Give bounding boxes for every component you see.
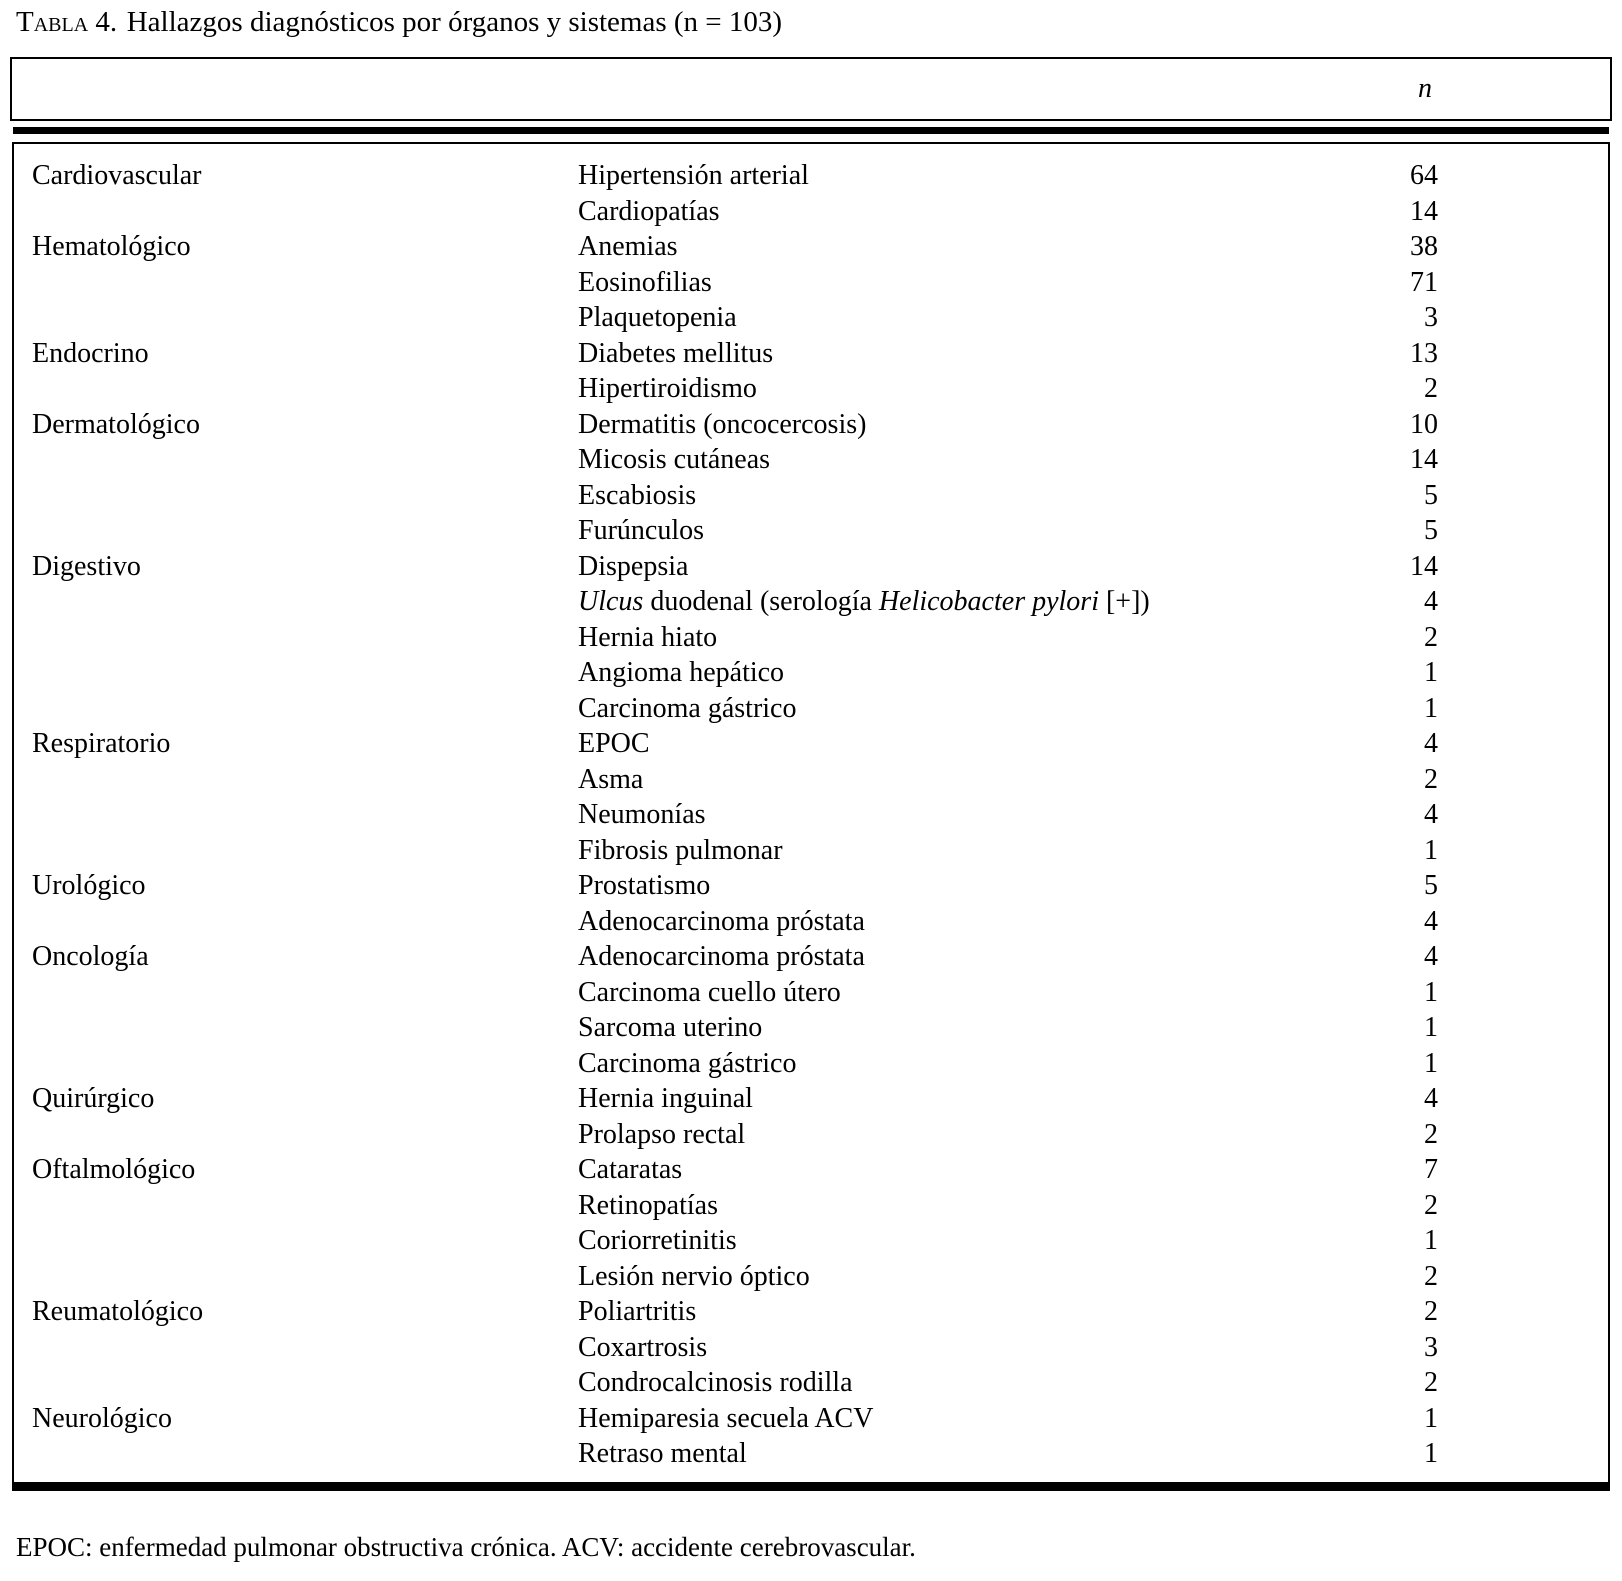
row-diagnosis: Condrocalcinosis rodilla — [578, 1367, 853, 1398]
row-diagnosis: Hemiparesia secuela ACV — [578, 1402, 874, 1434]
row-diagnosis: Anemias — [578, 231, 678, 262]
row-count: 5 — [1424, 870, 1438, 901]
table-row — [14, 1152, 1608, 1188]
table-row — [14, 1294, 1608, 1330]
row-diagnosis: Escabiosis — [578, 479, 697, 511]
row-count: 1 — [1424, 1225, 1438, 1256]
row-count: 3 — [1424, 302, 1438, 333]
row-count: 2 — [1424, 621, 1438, 653]
table-row — [14, 691, 1608, 727]
row-system: Quirúrgico — [32, 1083, 155, 1114]
table-row — [14, 833, 1608, 869]
row-diagnosis: Neumonías — [578, 799, 706, 830]
row-system — [32, 975, 578, 1011]
row-system: Hematológico — [32, 231, 191, 262]
row-count: 2 — [1424, 373, 1438, 404]
table-row — [14, 478, 1608, 514]
row-system: Respiratorio — [32, 728, 171, 759]
row-diagnosis: Carcinoma cuello útero — [578, 976, 841, 1008]
row-diagnosis: Diabetes mellitus — [578, 337, 774, 369]
row-diagnosis: Ulcus duodenal (serología Helicobacter pylori [+]) — [578, 586, 1150, 617]
table-row — [14, 797, 1608, 833]
row-diagnosis: Asma — [578, 763, 644, 795]
row-count: 1 — [1424, 1438, 1438, 1469]
row-count: 3 — [1424, 1331, 1438, 1363]
table-row — [14, 1010, 1608, 1046]
table-row — [14, 194, 1608, 230]
table-rows — [14, 158, 1608, 1472]
table-title — [16, 6, 782, 39]
table-row — [14, 1365, 1608, 1401]
table-row — [14, 1081, 1608, 1117]
row-diagnosis: Carcinoma gástrico — [578, 692, 797, 724]
row-count: 5 — [1424, 515, 1438, 546]
row-count: 4 — [1424, 905, 1438, 937]
row-system — [32, 478, 578, 514]
row-diagnosis: Hernia inguinal — [578, 1083, 753, 1114]
row-count: 5 — [1424, 479, 1438, 511]
row-system — [32, 655, 578, 691]
table-row — [14, 620, 1608, 656]
row-diagnosis: Dermatitis (oncocercosis) — [578, 408, 867, 440]
row-diagnosis: Dispepsia — [578, 550, 689, 582]
table-row — [14, 549, 1608, 585]
row-count: 1 — [1424, 976, 1438, 1008]
table-row — [14, 868, 1608, 904]
table-row — [14, 1330, 1608, 1366]
table-row — [14, 1188, 1608, 1224]
row-system — [32, 442, 578, 478]
row-system: Reumatológico — [32, 1296, 204, 1327]
table-row — [14, 904, 1608, 940]
table-row — [14, 265, 1608, 301]
table-row — [14, 1259, 1608, 1295]
table-row — [14, 407, 1608, 443]
row-count: 2 — [1424, 1260, 1438, 1292]
row-diagnosis: Retraso mental — [578, 1438, 747, 1469]
row-diagnosis: Cataratas — [578, 1154, 683, 1185]
row-diagnosis: Hipertensión arterial — [578, 160, 809, 191]
row-count: 1 — [1424, 834, 1438, 866]
row-count: 14 — [1410, 444, 1438, 475]
row-diagnosis: Coxartrosis — [578, 1331, 708, 1363]
row-system: Urológico — [32, 870, 146, 901]
table-row — [14, 158, 1608, 194]
row-diagnosis: Lesión nervio óptico — [578, 1260, 810, 1292]
row-diagnosis: EPOC — [578, 728, 650, 759]
row-count: 10 — [1410, 408, 1438, 440]
row-system — [32, 762, 578, 798]
row-system — [32, 1046, 578, 1082]
row-diagnosis: Hipertiroidismo — [578, 373, 757, 404]
row-diagnosis: Angioma hepático — [578, 657, 785, 688]
row-diagnosis: Furúnculos — [578, 515, 704, 546]
row-system — [32, 620, 578, 656]
row-system: Oftalmológico — [32, 1154, 196, 1185]
table-row — [14, 762, 1608, 798]
table-caption: Hallazgos diagnósticos por órganos y sistemas (n = 103) — [126, 6, 783, 38]
row-system — [32, 1188, 578, 1224]
row-system: Neurológico — [32, 1402, 172, 1434]
row-diagnosis: Prostatismo — [578, 870, 711, 901]
row-diagnosis: Poliartritis — [578, 1296, 697, 1327]
row-system — [32, 265, 578, 301]
row-system — [32, 1436, 578, 1472]
row-count: 2 — [1424, 1367, 1438, 1398]
row-system — [32, 1330, 578, 1366]
row-system: Dermatológico — [32, 408, 200, 440]
row-diagnosis: Fibrosis pulmonar — [578, 834, 783, 866]
row-system — [32, 833, 578, 869]
table-row — [14, 726, 1608, 762]
table-row — [14, 1436, 1608, 1472]
row-count: 2 — [1424, 1296, 1438, 1327]
row-system: Digestivo — [32, 550, 141, 582]
table-row — [14, 1046, 1608, 1082]
row-system — [32, 194, 578, 230]
table-row — [14, 300, 1608, 336]
row-count: 71 — [1410, 266, 1438, 298]
table-row — [14, 229, 1608, 265]
table-row — [14, 584, 1608, 620]
row-diagnosis: Adenocarcinoma próstata — [578, 905, 865, 937]
row-count: 1 — [1424, 1402, 1438, 1434]
row-count: 2 — [1424, 1189, 1438, 1221]
table-row — [14, 655, 1608, 691]
table-row — [14, 371, 1608, 407]
row-diagnosis: Micosis cutáneas — [578, 444, 771, 475]
row-diagnosis: Retinopatías — [578, 1189, 718, 1221]
row-count: 14 — [1410, 550, 1438, 582]
table-row — [14, 513, 1608, 549]
row-diagnosis: Cardiopatías — [578, 195, 720, 227]
table-number-label: Tabla 4. — [16, 6, 118, 38]
row-count: 4 — [1424, 799, 1438, 830]
column-header-n: n — [1418, 73, 1432, 104]
row-diagnosis: Hernia hiato — [578, 621, 718, 653]
row-system — [32, 513, 578, 549]
row-count: 4 — [1424, 941, 1438, 972]
row-count: 2 — [1424, 1118, 1438, 1150]
row-diagnosis: Carcinoma gástrico — [578, 1047, 797, 1079]
row-diagnosis: Prolapso rectal — [578, 1118, 746, 1150]
row-system — [32, 1010, 578, 1046]
table-body-box — [12, 142, 1610, 1491]
row-count: 38 — [1410, 231, 1438, 262]
table-footnote: EPOC: enfermedad pulmonar obstructiva crónica. ACV: accidente cerebrovascular. — [16, 1532, 916, 1562]
row-count: 1 — [1424, 1047, 1438, 1079]
row-system — [32, 904, 578, 940]
row-system — [32, 300, 578, 336]
header-divider-rule — [13, 127, 1609, 134]
row-count: 2 — [1424, 763, 1438, 795]
row-count: 14 — [1410, 195, 1438, 227]
row-diagnosis: Adenocarcinoma próstata — [578, 941, 865, 972]
table-row — [14, 939, 1608, 975]
row-system — [32, 1365, 578, 1401]
row-system — [32, 1117, 578, 1153]
row-diagnosis: Coriorretinitis — [578, 1225, 737, 1256]
row-system — [32, 1223, 578, 1259]
row-system — [32, 1259, 578, 1295]
row-system: Cardiovascular — [32, 160, 202, 191]
row-count: 1 — [1424, 692, 1438, 724]
row-count: 4 — [1424, 586, 1438, 617]
row-count: 7 — [1424, 1154, 1438, 1185]
row-system — [32, 584, 578, 620]
row-count: 4 — [1424, 1083, 1438, 1114]
row-diagnosis: Plaquetopenia — [578, 302, 737, 333]
table-header-box — [10, 57, 1612, 121]
table-row — [14, 336, 1608, 372]
table-row — [14, 1223, 1608, 1259]
row-count: 13 — [1410, 337, 1438, 369]
row-count: 1 — [1424, 1012, 1438, 1043]
row-system — [32, 691, 578, 727]
row-system — [32, 371, 578, 407]
table-row — [14, 1401, 1608, 1437]
table-row — [14, 975, 1608, 1011]
table-row — [14, 442, 1608, 478]
row-diagnosis: Sarcoma uterino — [578, 1012, 763, 1043]
row-count: 64 — [1410, 160, 1438, 191]
table-row — [14, 1117, 1608, 1153]
row-count: 1 — [1424, 657, 1438, 688]
row-system: Oncología — [32, 941, 149, 972]
row-count: 4 — [1424, 728, 1438, 759]
row-diagnosis: Eosinofilias — [578, 266, 712, 298]
row-system — [32, 797, 578, 833]
row-system: Endocrino — [32, 337, 149, 369]
